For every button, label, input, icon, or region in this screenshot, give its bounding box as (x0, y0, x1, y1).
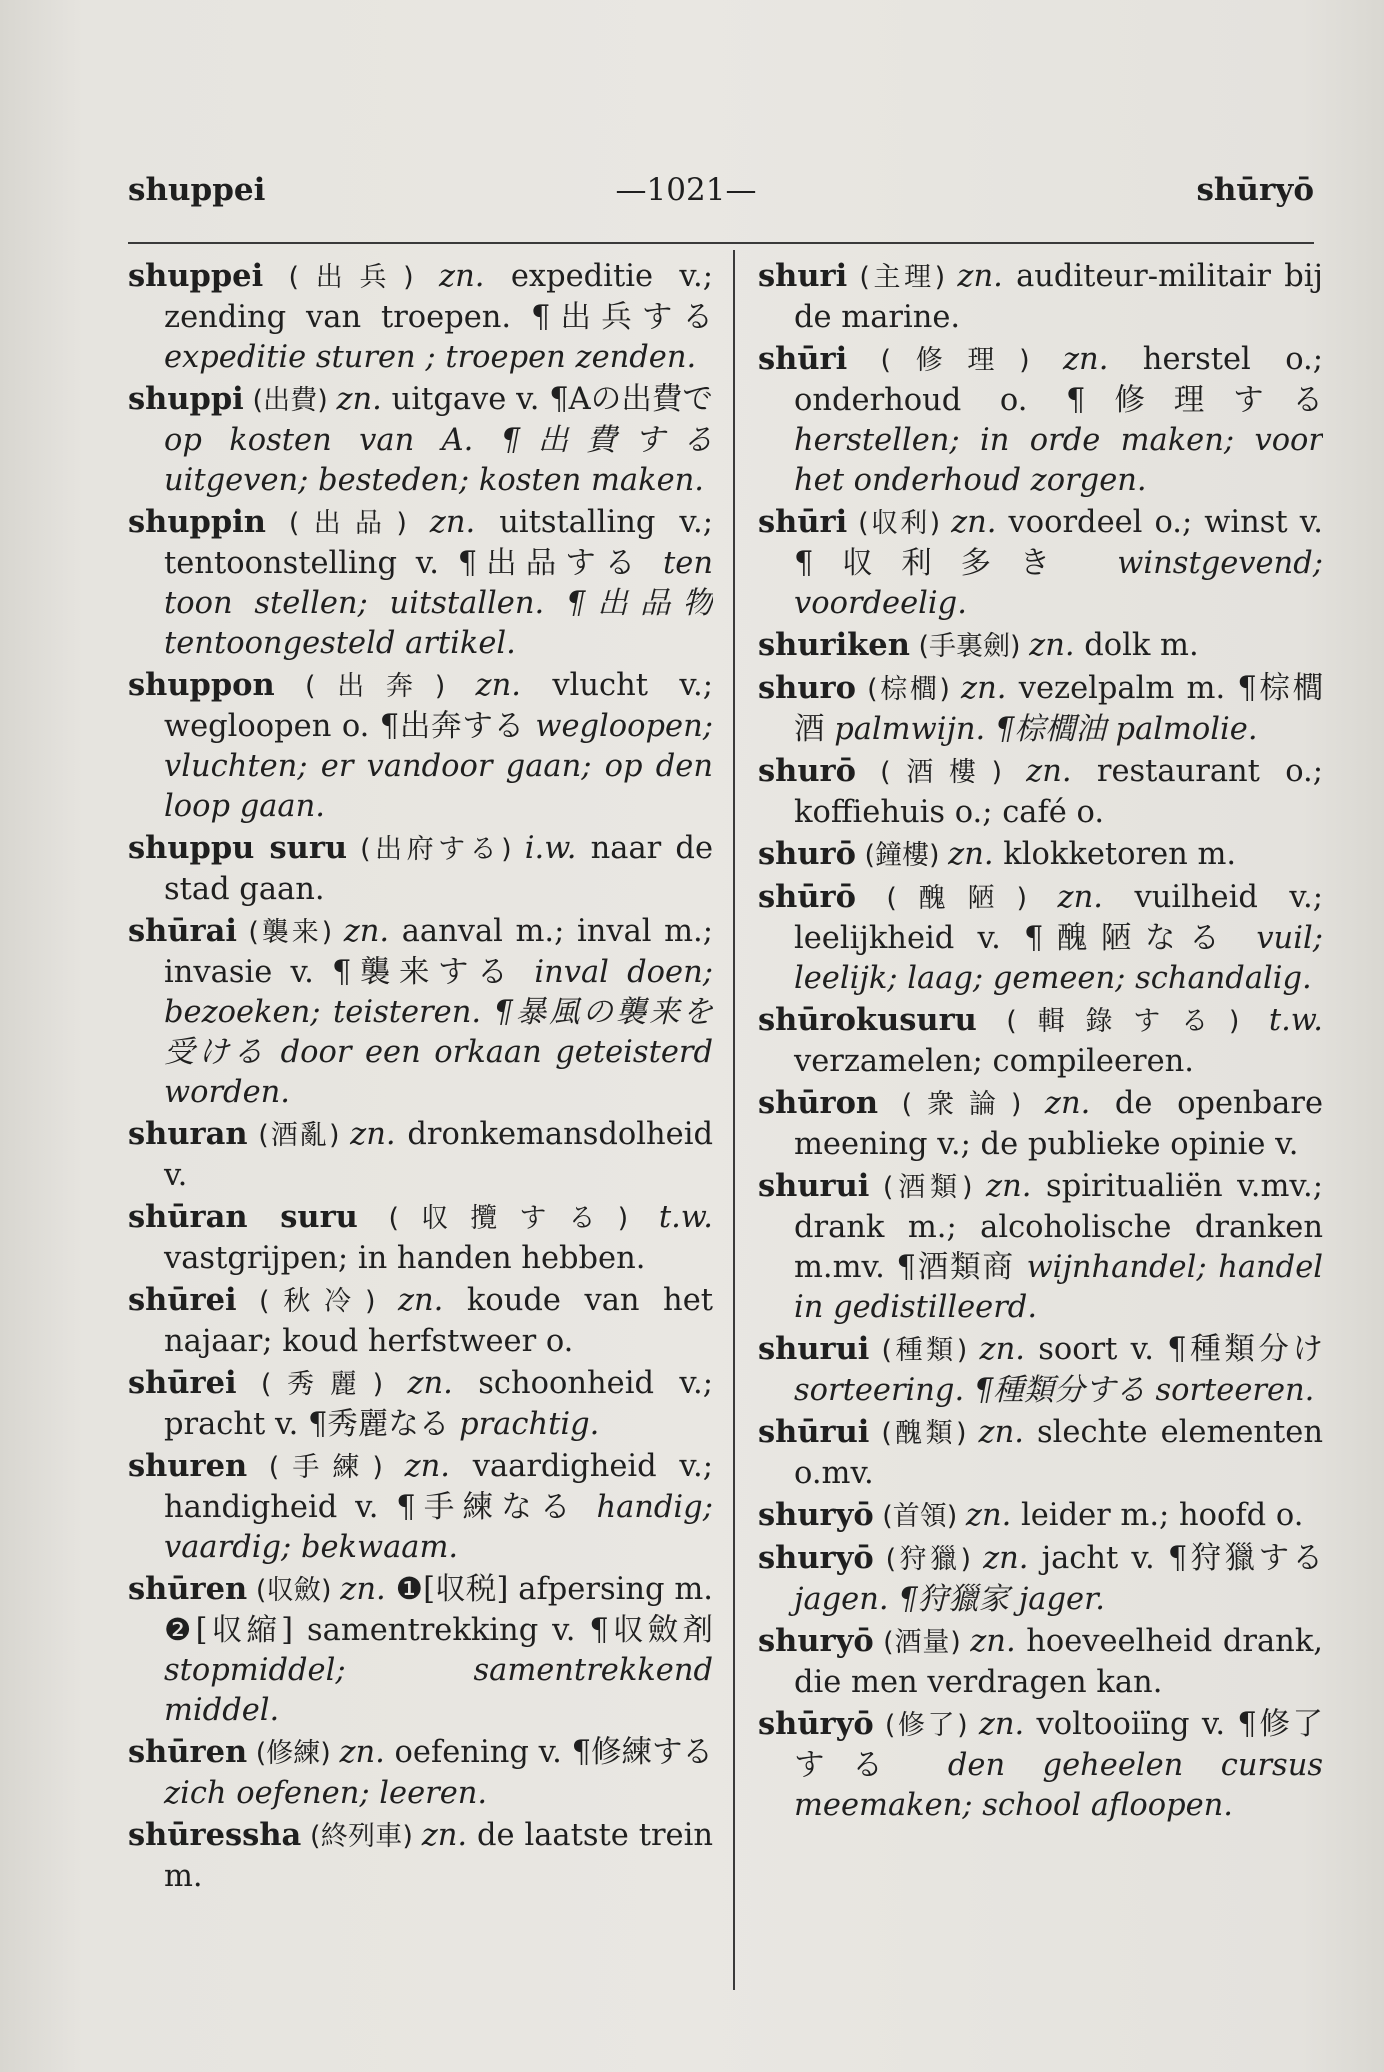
header-right-guide-word: shūryō (1196, 172, 1314, 208)
entry-kanji: (出奔) (274, 671, 476, 702)
entry-kanji: (出品) (265, 508, 430, 539)
entry-headword: shūrei (128, 1282, 237, 1318)
entry-headword: shuppi (128, 381, 244, 417)
entry-grammar: zn. (439, 259, 485, 294)
entry-headword: shuren (128, 1448, 248, 1484)
dictionary-entry (758, 502, 1323, 624)
entry-definition: dronkemansdolheid v. (164, 1117, 713, 1193)
entry-grammar: zn. (1062, 342, 1109, 377)
entry-headword: shūren (128, 1571, 248, 1607)
entry-headword: shūrō (758, 879, 856, 915)
entry-headword: shurui (758, 1331, 870, 1367)
entry-example: prachtig. (459, 1407, 600, 1442)
dictionary-entry (128, 1363, 713, 1445)
entry-example: palmwijn. ¶棕櫚油 palmolie. (834, 712, 1258, 747)
dictionary-entry (758, 1166, 1323, 1328)
entry-example: jagen. ¶狩獵家 jager. (794, 1582, 1105, 1617)
entry-kanji: (棕櫚) (855, 674, 962, 705)
entry-grammar: zn. (429, 505, 476, 540)
entry-headword: shūri (758, 341, 848, 377)
entry-grammar: zn. (350, 1117, 396, 1152)
entry-definition: soort v. ¶種類分け (1024, 1332, 1323, 1367)
entry-kanji: (出費) (243, 385, 337, 416)
entry-definition: de openbare meening v.; de publieke opinie v. (794, 1086, 1323, 1162)
entry-kanji: (出府する) (347, 834, 525, 865)
entry-grammar: zn. (1057, 880, 1103, 915)
entry-headword: shuppei (128, 258, 264, 294)
entry-grammar: zn. (979, 1332, 1025, 1367)
entry-kanji: (鐘樓) (855, 840, 949, 871)
entry-grammar: zn. (475, 668, 521, 703)
entry-example: den geheelen cursus meemaken; school afloopen. (794, 1748, 1323, 1823)
entry-kanji: (種類) (869, 1335, 980, 1366)
entry-kanji: (酒類) (869, 1172, 987, 1203)
entry-grammar: zn. (1044, 1086, 1091, 1121)
page-header (128, 172, 1314, 218)
entry-grammar: zn. (343, 914, 390, 949)
dictionary-entry (758, 1083, 1323, 1165)
entry-grammar: zn. (404, 1449, 450, 1484)
dictionary-entry (758, 668, 1323, 750)
entry-definition: naar de stad gaan. (164, 831, 713, 907)
entry-definition: schoonheid v.; pracht v. ¶秀麗なる (164, 1366, 713, 1442)
header-rule (128, 242, 1314, 244)
entry-headword: shurui (758, 1168, 870, 1204)
entry-definition: klokketoren m. (993, 837, 1237, 872)
entry-grammar: t.w. (1268, 1003, 1323, 1038)
entry-grammar: zn. (421, 1818, 468, 1853)
entry-definition: verzamelen; compileeren. (794, 1044, 1194, 1079)
entry-definition: slechte elementen o.mv. (794, 1415, 1323, 1491)
dictionary-entry (758, 256, 1323, 338)
dictionary-entry (128, 502, 713, 664)
entry-definition: spiritualiën v.mv.; drank m.; alcoholische dranken m.mv. ¶酒類商 (794, 1169, 1323, 1285)
dictionary-entry (758, 1412, 1323, 1494)
entry-definition: vastgrijpen; in handen hebben. (164, 1241, 646, 1276)
entry-kanji: (秋冷) (236, 1286, 398, 1317)
entry-kanji: (終列車) (301, 1821, 422, 1852)
dictionary-entry (758, 834, 1323, 876)
entry-grammar: zn. (978, 1415, 1024, 1450)
entry-kanji: (醜陋) (855, 883, 1058, 914)
entry-kanji: (衆論) (878, 1089, 1045, 1120)
entry-kanji: (手裏劍) (909, 631, 1030, 662)
entry-example: handig; vaardig; bekwaam. (164, 1490, 713, 1565)
entry-definition: vlucht v.; wegloopen o. ¶出奔する (164, 668, 713, 744)
entry-grammar: zn. (986, 1169, 1032, 1204)
entry-grammar: zn. (336, 382, 382, 417)
entry-headword: shuryō (758, 1540, 874, 1576)
entry-headword: shuro (758, 670, 856, 706)
dictionary-entry (758, 339, 1323, 501)
dictionary-entry (128, 1197, 713, 1279)
entry-kanji: (酒亂) (247, 1120, 351, 1151)
entry-grammar: zn. (983, 1541, 1029, 1576)
dictionary-entry (758, 877, 1323, 999)
entry-kanji: (酒量) (873, 1627, 971, 1658)
entry-definition: voltooiïng v. ¶修了する (794, 1707, 1323, 1783)
page-number: —1021— (615, 172, 757, 208)
entry-kanji: (狩獵) (873, 1544, 984, 1575)
dictionary-entry (758, 1000, 1323, 1082)
entry-headword: shūrei (128, 1365, 237, 1401)
entry-example: herstellen; in orde maken; voor het onderhoud zorgen. (794, 423, 1323, 498)
entry-kanji: (主理) (847, 262, 958, 293)
entry-kanji: (出兵) (263, 262, 439, 293)
entry-headword: shuryō (758, 1497, 874, 1533)
entry-example: wijnhandel; handel in gedistilleerd. (794, 1250, 1323, 1325)
entry-grammar: zn. (970, 1624, 1016, 1659)
entry-example: stopmiddel; samentrekkend middel. (164, 1653, 713, 1728)
entry-kanji: (首領) (873, 1501, 966, 1532)
entry-definition: oefening v. ¶修練する (384, 1735, 713, 1770)
entry-grammar: zn. (965, 1498, 1012, 1533)
entry-headword: shuran (128, 1116, 248, 1152)
entry-headword: shūrokusuru (758, 1002, 977, 1038)
dictionary-entry (758, 625, 1323, 667)
entry-kanji: (収利) (847, 508, 952, 539)
entry-definition: uitstalling v.; tentoonstelling v. ¶出品する (164, 505, 713, 581)
entry-definition: uitgave v. ¶Aの出費で (381, 382, 713, 417)
entry-definition: vaardigheid v.; handigheid v. ¶手練なる (164, 1449, 713, 1525)
dictionary-entry (128, 1732, 713, 1814)
entry-headword: shūressha (128, 1817, 302, 1853)
entry-grammar: zn. (397, 1283, 444, 1318)
dictionary-entry (128, 1114, 713, 1196)
entry-headword: shurō (758, 836, 856, 872)
entry-headword: shūrai (128, 913, 237, 949)
entry-kanji: (酒樓) (855, 757, 1027, 788)
entry-definition: jacht v. ¶狩獵する (1028, 1541, 1323, 1576)
entry-grammar: zn. (978, 1707, 1025, 1742)
entry-kanji: (修理) (847, 345, 1063, 376)
entry-grammar: zn. (340, 1572, 386, 1607)
dictionary-entry (128, 828, 713, 910)
entry-grammar: zn. (1029, 628, 1075, 663)
entry-kanji: (輯錄する) (976, 1006, 1269, 1037)
entry-kanji: (修了) (873, 1710, 979, 1741)
dictionary-entry (128, 1446, 713, 1568)
entry-headword: shūryō (758, 1706, 874, 1742)
dictionary-entry (758, 751, 1323, 833)
entry-definition: auditeur-militair bij de marine. (794, 259, 1323, 335)
entry-grammar: i.w. (524, 831, 577, 866)
entry-definition: voordeel o.; winst v. ¶収利多き (794, 505, 1323, 581)
entry-grammar: zn. (957, 259, 1003, 294)
entry-definition: vuilheid v.; leelijkheid v. ¶醜陋なる (794, 880, 1323, 956)
entry-headword: shūron (758, 1085, 879, 1121)
entry-grammar: zn. (948, 837, 994, 872)
dictionary-entry (758, 1621, 1323, 1703)
entry-definition: vezelpalm m. ¶棕櫚酒 (794, 671, 1323, 747)
entry-grammar: zn. (407, 1366, 453, 1401)
dictionary-entry (758, 1538, 1323, 1620)
dictionary-entry (758, 1495, 1323, 1537)
dictionary-entry (128, 1280, 713, 1362)
entry-headword: shūren (128, 1734, 248, 1770)
header-left-guide-word: shuppei (128, 172, 266, 208)
entry-kanji: (襲来) (236, 917, 344, 948)
dictionary-entry (128, 665, 713, 827)
entry-definition: herstel o.; onderhoud o. ¶修理する (794, 342, 1323, 418)
dictionary-entry (758, 1704, 1323, 1826)
entry-example: zich oefenen; leeren. (164, 1776, 488, 1811)
entry-example: inval doen; bezoeken; teisteren. ¶暴風の襲来を受ける door een orkaan geteisterd worden. (164, 955, 713, 1110)
entry-definition: expeditie v.; zending van troepen. ¶出兵する (164, 259, 713, 335)
dictionary-entry (128, 1569, 713, 1731)
entry-grammar: zn. (961, 671, 1007, 706)
entry-example: ten toon stellen; uitstallen. ¶出品物 tentoongesteld artikel. (164, 546, 713, 661)
entry-example: vuil; leelijk; laag; gemeen; schandalig. (794, 921, 1323, 996)
dictionary-entry (128, 256, 713, 378)
dictionary-entry (758, 1329, 1323, 1411)
entry-kanji: (手練) (247, 1452, 405, 1483)
entry-headword: shuppon (128, 667, 275, 703)
entry-definition: koude van het najaar; koud herfstweer o. (164, 1283, 713, 1359)
entry-example: op kosten van A. ¶出費する uitgeven; besteden; kosten maken. (164, 423, 713, 498)
entry-grammar: zn. (339, 1735, 385, 1770)
entry-headword: shuppin (128, 504, 266, 540)
entry-example: expeditie sturen ; troepen zenden. (164, 340, 697, 375)
dictionary-entry (128, 1815, 713, 1897)
entry-headword: shūrui (758, 1414, 870, 1450)
entry-kanji: (秀麗) (236, 1369, 408, 1400)
column-divider (733, 250, 735, 1990)
entry-example: sorteering. ¶種類分する sorteeren. (794, 1373, 1315, 1408)
entry-kanji: (収攬する) (357, 1203, 659, 1234)
entry-grammar: zn. (1026, 754, 1072, 789)
right-column (758, 256, 1323, 1996)
entry-headword: shuriken (758, 627, 910, 663)
dictionary-entry (128, 911, 713, 1113)
entry-headword: shūran suru (128, 1199, 358, 1235)
entry-headword: shūri (758, 504, 848, 540)
dictionary-entry (128, 379, 713, 501)
entry-grammar: t.w. (658, 1200, 713, 1235)
entry-headword: shurō (758, 753, 856, 789)
left-column (128, 256, 713, 1996)
entry-example: winstgevend; voordeelig. (794, 546, 1323, 621)
entry-definition: de laatste trein m. (164, 1818, 713, 1894)
entry-definition: hoeveelheid drank, die men verdragen kan. (794, 1624, 1323, 1700)
entry-headword: shuri (758, 258, 848, 294)
entry-kanji: (醜類) (869, 1418, 979, 1449)
entry-definition: leider m.; hoofd o. (1011, 1498, 1304, 1533)
entry-definition: restaurant o.; koffiehuis o.; café o. (794, 754, 1323, 830)
entry-definition: aanval m.; inval m.; invasie v. ¶襲来する (164, 914, 713, 990)
entry-kanji: (修練) (247, 1738, 340, 1769)
entry-definition: dolk m. (1074, 628, 1199, 663)
entry-definition: ❶[収税] afpersing m. ❷[収縮] samentrekking v. ¶収斂剤 (164, 1572, 713, 1648)
entry-headword: shuppu suru (128, 830, 348, 866)
entry-headword: shuryō (758, 1623, 874, 1659)
entry-grammar: zn. (951, 505, 997, 540)
entry-example: wegloopen; vluchten; er vandoor gaan; op den loop gaan. (164, 709, 713, 824)
entry-kanji: (収斂) (247, 1575, 341, 1606)
